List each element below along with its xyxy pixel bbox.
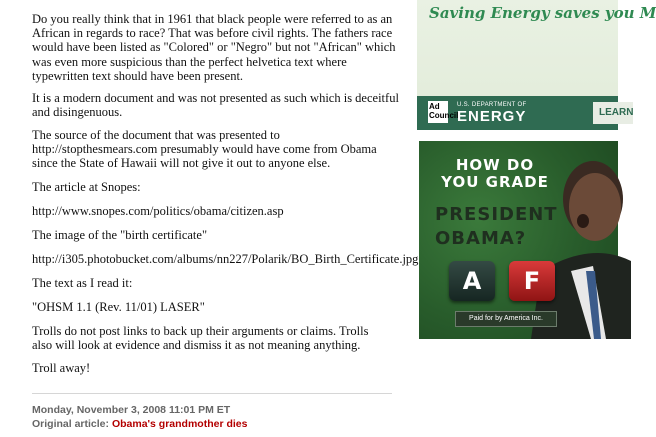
ad-slogan: Saving Energy saves you M	[429, 4, 656, 22]
ad-council-logo: Ad Council	[428, 101, 448, 123]
paragraph: The image of the "birth certificate"	[32, 228, 208, 242]
paragraph: Troll away!	[32, 361, 91, 375]
energy-ad[interactable]	[417, 0, 656, 130]
snopes-link[interactable]: http://www.snopes.com/politics/obama/citizen.asp	[32, 204, 284, 218]
learn-more-button[interactable]: LEARN	[593, 102, 633, 124]
comment-meta	[32, 403, 247, 431]
paragraph: "OHSM 1.1 (Rev. 11/01) LASER"	[32, 300, 205, 314]
paragraph: Trolls do not post links to back up their arguments or claims. Trolls also will look at evidence and dismiss it as not meaning anything.	[32, 324, 369, 353]
grade-f-button[interactable]: F	[509, 261, 555, 301]
original-article-link[interactable]: Obama's grandmother dies	[111, 418, 248, 430]
energy-label: ENERGY	[457, 108, 527, 125]
original-article-label: Original article:	[32, 418, 110, 430]
paragraph: Do you really think that in 1961 that black people were referred to as an African in regards to race? That was before civil rights. The fathers race would have been listed as "Colored" or "Negro" but not "African" which was even more suspicious than the perfect helvetica text where typewritten text should have been present.	[32, 12, 396, 83]
original-article	[32, 417, 247, 431]
divider	[32, 393, 392, 394]
paragraph: The article at Snopes:	[32, 180, 141, 194]
photobucket-link[interactable]: http://i305.photobucket.com/albums/nn227/Polarik/BO_Birth_Certificate.jpg	[32, 252, 419, 266]
paragraph: The source of the document that was presented to http://stopthesmears.com presumably would have come from Obama since the State of Hawaii will not give it out to anyone else.	[32, 128, 377, 171]
paragraph: It is a modern document and was not presented as such which is deceitful and disingenuous.	[32, 91, 399, 120]
paid-for-label: Paid for by America Inc.	[455, 311, 557, 327]
paragraph: The text as I read it:	[32, 276, 133, 290]
poll-ad[interactable]	[419, 141, 618, 339]
department-label: U.S. DEPARTMENT OF	[457, 102, 527, 108]
poll-headline: HOW DO YOU GRADE	[441, 156, 549, 191]
poll-subject: PRESIDENT OBAMA?	[435, 204, 558, 249]
grade-a-button[interactable]: A	[449, 261, 495, 301]
comment-date: Monday, November 3, 2008 11:01 PM ET	[32, 404, 231, 416]
